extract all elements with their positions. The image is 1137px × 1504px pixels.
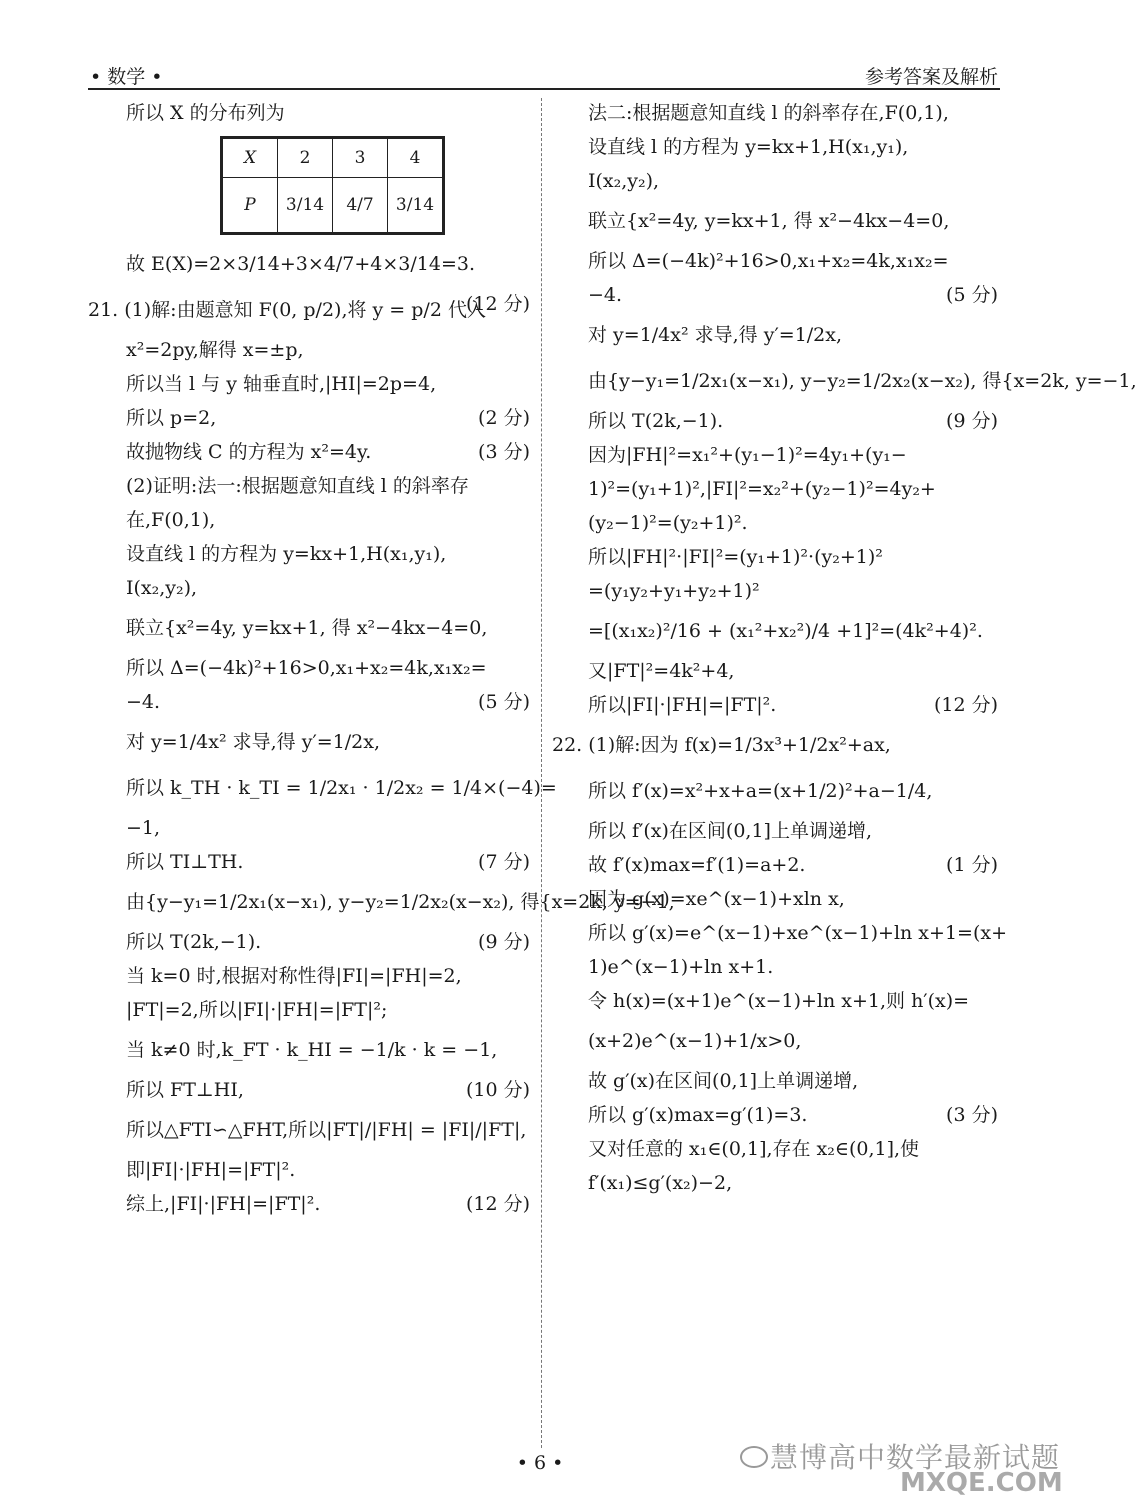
line-text: 所以 f′(x)在区间(0,1]上单调递增, <box>588 820 873 842</box>
line-text: 令 h(x)=(x+1)e^(x−1)+ln x+1,则 h′(x)= <box>588 990 970 1012</box>
left-line <box>88 1107 530 1153</box>
table-cell: 3/14 <box>388 178 444 234</box>
right-line <box>588 130 998 164</box>
line-text: 1)²=(y₁+1)²,|FI|²=x₂²+(y₂−1)²=4y₂+ <box>588 478 936 500</box>
left-line <box>88 811 530 845</box>
score-label: (1 分) <box>946 854 998 876</box>
left-line <box>88 605 530 651</box>
left-line <box>88 765 557 811</box>
left-line <box>88 1027 530 1073</box>
score-label: (12 分) <box>933 694 998 716</box>
line-text: 联立{x²=4y, y=kx+1, 得 x²−4kx−4=0, <box>126 617 488 639</box>
left-line <box>88 537 530 571</box>
right-line <box>588 540 998 574</box>
line-text: |FT|=2,所以|FI|·|FH|=|FT|²; <box>126 999 388 1021</box>
left-line <box>88 571 530 605</box>
right-line <box>588 882 998 916</box>
score-label: (3 分) <box>946 1104 998 1126</box>
right-line <box>588 608 998 654</box>
score-label: (12 分) <box>465 293 530 315</box>
line-text: 所以 T(2k,−1). <box>588 410 724 432</box>
right-line <box>588 404 998 438</box>
line-text: 所以 p=2, <box>126 407 217 429</box>
line-text: x²=2py,解得 x=±p, <box>126 339 304 361</box>
line-text: I(x₂,y₂), <box>588 170 660 192</box>
table-cell: P <box>222 178 278 234</box>
left-line <box>88 959 530 993</box>
right-line <box>588 574 998 608</box>
line-text: =[(x₁x₂)²/16 + (x₁²+x₂²)/4 +1]²=(4k²+4)². <box>588 620 983 642</box>
right-line <box>588 1166 998 1200</box>
right-line <box>588 1064 998 1098</box>
right-column <box>552 96 1137 1200</box>
line-text: 由{y−y₁=1/2x₁(x−x₁), y−y₂=1/2x₂(x−x₂), 得{x=2k, y=−1, <box>588 370 1137 392</box>
distribution-table <box>220 136 445 235</box>
left-line <box>88 401 530 435</box>
line-text: 综上,|FI|·|FH|=|FT|². <box>126 1193 321 1215</box>
line-text: −1, <box>126 817 161 839</box>
wechat-icon <box>740 1446 768 1468</box>
right-line <box>588 506 998 540</box>
line-text: 所以当 l 与 y 轴垂直时,|HI|=2p=4, <box>126 373 437 395</box>
line-text: 所以 X 的分布列为 <box>126 102 285 124</box>
left-line <box>88 685 530 719</box>
line-text: 故 f′(x)max=f′(1)=a+2. <box>588 854 806 876</box>
score-label: (7 分) <box>478 851 530 873</box>
line-text: 所以 Δ=(−4k)²+16>0,x₁+x₂=4k,x₁x₂= <box>126 657 487 679</box>
line-text: 所以 Δ=(−4k)²+16>0,x₁+x₂=4k,x₁x₂= <box>588 250 949 272</box>
line-text: 法二:根据题意知直线 l 的斜率存在,F(0,1), <box>588 102 949 124</box>
line-text: 当 k=0 时,根据对称性得|FI|=|FH|=2, <box>126 965 462 987</box>
line-text: 所以 FT⊥HI, <box>126 1079 244 1101</box>
table-cell: 3/14 <box>278 178 333 234</box>
left-line <box>88 469 530 503</box>
left-line <box>88 1153 530 1187</box>
table-cell: 4 <box>388 138 444 178</box>
line-text: 所以 TI⊥TH. <box>126 851 244 873</box>
table-cell: 4/7 <box>333 178 388 234</box>
line-text: 联立{x²=4y, y=kx+1, 得 x²−4kx−4=0, <box>588 210 950 232</box>
line-text: 设直线 l 的方程为 y=kx+1,H(x₁,y₁), <box>126 543 447 565</box>
right-line <box>588 1018 998 1064</box>
line-text: 1)e^(x−1)+ln x+1. <box>588 956 774 978</box>
score-label: (2 分) <box>478 407 530 429</box>
page-number: • 6 • <box>516 1452 564 1474</box>
left-line <box>88 1187 530 1221</box>
left-line <box>88 845 530 879</box>
right-line <box>588 472 998 506</box>
line-text: 又|FT|²=4k²+4, <box>588 660 735 682</box>
score-label: (5 分) <box>478 691 530 713</box>
right-line <box>588 688 998 722</box>
score-label: (12 分) <box>465 1193 530 1215</box>
right-line <box>588 654 998 688</box>
score-label: (9 分) <box>946 410 998 432</box>
right-line <box>588 950 998 984</box>
score-label: (10 分) <box>465 1079 530 1101</box>
watermark: 慧博高中数学最新试题 <box>770 1441 1061 1474</box>
left-line <box>88 993 530 1027</box>
line-text: 所以|FI|·|FH|=|FT|². <box>588 694 777 716</box>
line-text: 故抛物线 C 的方程为 x²=4y. <box>126 441 372 463</box>
line-text: 所以△FTI∽△FHT,所以|FT|/|FH| = |FI|/|FT|, <box>126 1119 527 1141</box>
line-text: 所以 g′(x)max=g′(1)=3. <box>588 1104 808 1126</box>
line-text: 由{y−y₁=1/2x₁(x−x₁), y−y₂=1/2x₂(x−x₂), 得{x=2k, y=−1, <box>126 891 675 913</box>
right-line <box>588 814 998 848</box>
left-line <box>88 241 530 287</box>
line-text: 设直线 l 的方程为 y=kx+1,H(x₁,y₁), <box>588 136 909 158</box>
score-label: (9 分) <box>478 931 530 953</box>
line-text: f′(x₁)≤g′(x₂)−2, <box>588 1172 733 1194</box>
table-cell: 2 <box>278 138 333 178</box>
line-text: 所以 T(2k,−1). <box>126 931 262 953</box>
line-text: 因为 g(x)=xe^(x−1)+xln x, <box>588 888 845 910</box>
table-cell: X <box>222 138 278 178</box>
line-text: (x+2)e^(x−1)+1/x>0, <box>588 1030 802 1052</box>
right-line <box>588 1132 998 1166</box>
right-line <box>588 164 998 198</box>
left-line <box>88 651 530 685</box>
left-line <box>88 503 530 537</box>
right-line <box>588 848 998 882</box>
line-text: 22. (1)解:因为 f(x)=1/3x³+1/2x²+ax, <box>552 734 891 756</box>
left-line <box>88 719 530 765</box>
right-line <box>588 96 998 130</box>
line-text: 对 y=1/4x² 求导,得 y′=1/2x, <box>588 324 843 346</box>
right-line <box>588 984 998 1018</box>
line-text: 对 y=1/4x² 求导,得 y′=1/2x, <box>126 731 381 753</box>
left-line <box>88 1073 530 1107</box>
section-title: 参考答案及解析 <box>864 66 998 88</box>
watermark-site: MXQE.COM <box>900 1468 1063 1498</box>
right-line <box>588 244 998 278</box>
line-text: 因为|FH|²=x₁²+(y₁−1)²=4y₁+(y₁− <box>588 444 907 466</box>
line-text: −4. <box>126 691 161 713</box>
line-text: =(y₁y₂+y₁+y₂+1)² <box>588 580 760 602</box>
score-label: (5 分) <box>946 284 998 306</box>
left-line <box>88 287 530 333</box>
right-line <box>588 768 998 814</box>
line-text: 即|FI|·|FH|=|FT|². <box>126 1159 296 1181</box>
line-text: 又对任意的 x₁∈(0,1],存在 x₂∈(0,1],使 <box>588 1138 920 1160</box>
right-line <box>588 438 998 472</box>
left-line <box>88 435 530 469</box>
line-text: 故 E(X)=2×3/14+3×4/7+4×3/14=3. <box>126 253 476 275</box>
right-line <box>588 198 998 244</box>
line-text: 所以|FH|²·|FI|²=(y₁+1)²·(y₂+1)² <box>588 546 883 568</box>
right-line <box>588 1098 998 1132</box>
score-label: (3 分) <box>478 441 530 463</box>
line-text: 当 k≠0 时,k_FT · k_HI = −1/k · k = −1, <box>126 1039 498 1061</box>
line-text: 所以 k_TH · k_TI = 1/2x₁ · 1/2x₂ = 1/4×(−4)= <box>126 777 557 799</box>
right-line <box>588 358 1137 404</box>
line-text: 21. (1)解:由题意知 F(0, p/2),将 y = p/2 代入 <box>88 299 486 321</box>
left-line <box>88 925 530 959</box>
right-line <box>588 312 998 358</box>
left-line <box>88 367 530 401</box>
line-text: 所以 f′(x)=x²+x+a=(x+1/2)²+a−1/4, <box>588 780 933 802</box>
right-line <box>588 278 998 312</box>
left-line <box>88 879 675 925</box>
table-cell: 3 <box>333 138 388 178</box>
subject-label: • 数学 • <box>90 66 163 88</box>
line-text: 在,F(0,1), <box>126 509 216 531</box>
table-row <box>222 138 444 178</box>
left-line <box>88 96 530 130</box>
page-header <box>88 62 1000 90</box>
right-line <box>552 722 998 768</box>
line-text: 故 g′(x)在区间(0,1]上单调递增, <box>588 1070 859 1092</box>
line-text: −4. <box>588 284 623 306</box>
table-row <box>222 178 444 234</box>
line-text: I(x₂,y₂), <box>126 577 198 599</box>
line-text: (2)证明:法一:根据题意知直线 l 的斜率存 <box>126 475 469 497</box>
line-text: (y₂−1)²=(y₂+1)². <box>588 512 748 534</box>
line-text: 所以 g′(x)=e^(x−1)+xe^(x−1)+ln x+1=(x+ <box>588 922 1008 944</box>
right-line <box>588 916 1008 950</box>
left-line <box>88 333 530 367</box>
